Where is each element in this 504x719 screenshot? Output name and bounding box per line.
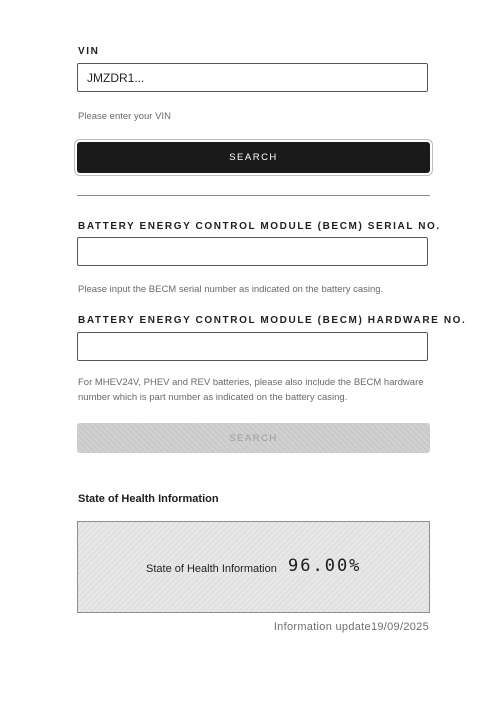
becm-hardware-input[interactable] xyxy=(77,332,428,361)
becm-hardware-helper-line-2: number which is part number as indicated on the battery casing. xyxy=(78,392,348,403)
section-divider xyxy=(77,195,430,196)
information-update-text: Information update19/09/2025 xyxy=(273,621,429,633)
soh-result-box xyxy=(77,521,430,613)
becm-hardware-helper-line-1: For MHEV24V, PHEV and REV batteries, please also include the BECM hardware xyxy=(78,377,424,388)
soh-value: 96.00% xyxy=(288,556,362,576)
soh-result-label: State of Health Information xyxy=(146,563,277,575)
becm-serial-input[interactable] xyxy=(77,237,428,266)
vin-label: VIN xyxy=(78,46,100,57)
becm-search-button[interactable]: SEARCH xyxy=(77,423,430,453)
vin-search-button[interactable]: SEARCH xyxy=(77,142,430,173)
vin-helper-text: Please enter your VIN xyxy=(78,111,171,122)
becm-hardware-helper-text xyxy=(78,375,424,405)
soh-heading: State of Health Information xyxy=(78,493,219,505)
vin-input[interactable] xyxy=(77,63,428,92)
becm-hardware-label: BATTERY ENERGY CONTROL MODULE (BECM) HARDWARE NO. xyxy=(78,315,467,326)
becm-serial-label: BATTERY ENERGY CONTROL MODULE (BECM) SERIAL NO. xyxy=(78,221,441,232)
becm-serial-helper-text: Please input the BECM serial number as indicated on the battery casing. xyxy=(78,284,384,295)
